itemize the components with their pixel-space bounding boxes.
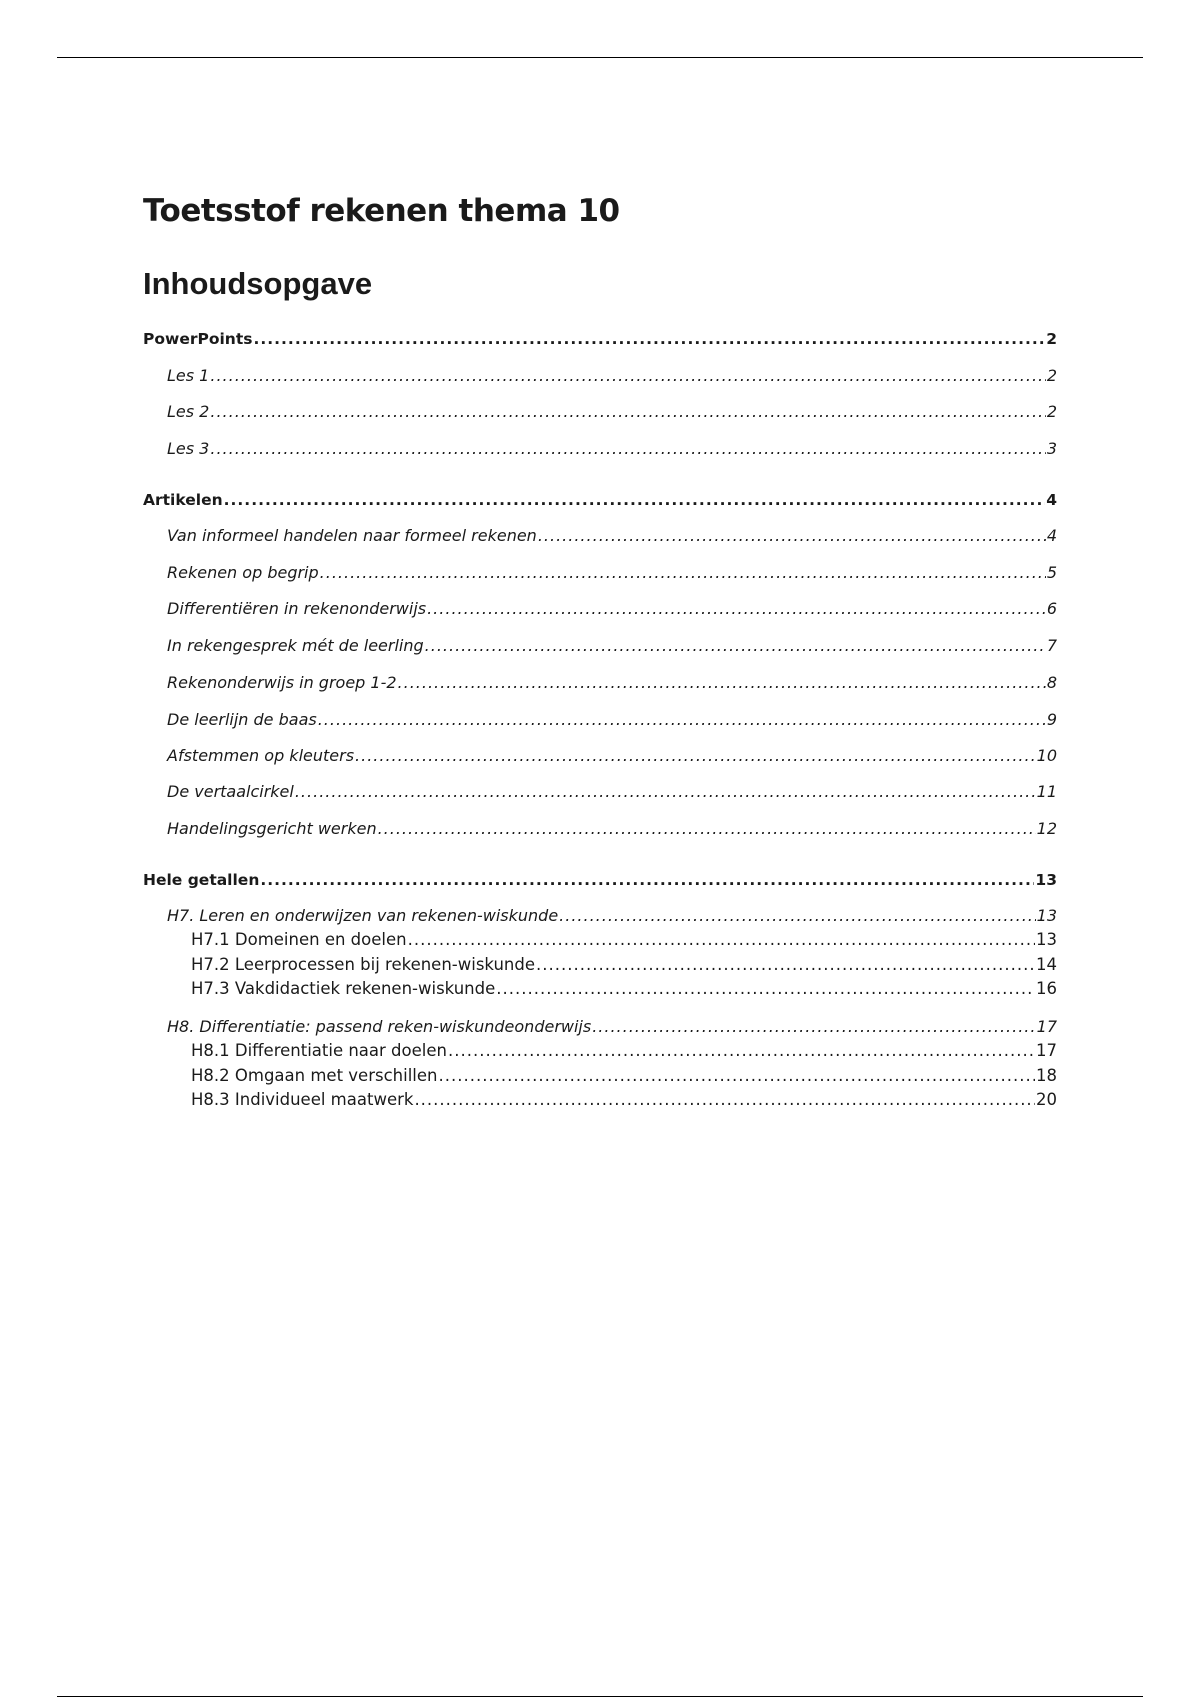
toc-entry-label: H8.3 Individueel maatwerk	[191, 1090, 414, 1109]
document-title: Toetsstof rekenen thema 10	[143, 193, 620, 229]
toc-heading: Inhoudsopgave	[143, 266, 373, 301]
toc-entry-page: 4	[1046, 526, 1057, 545]
toc-entry-page: 9	[1046, 710, 1057, 729]
toc-entry-label: PowerPoints	[143, 330, 253, 348]
dot-leader	[538, 525, 1046, 547]
dot-leader	[427, 598, 1046, 620]
toc-entry-page: 2	[1046, 366, 1057, 385]
toc-entry-page: 11	[1036, 782, 1057, 801]
toc-entry-label: H8.1 Differentiatie naar doelen	[191, 1041, 447, 1060]
toc-entry-page: 6	[1046, 599, 1057, 618]
toc-entry-label: Afstemmen op kleuters	[167, 746, 355, 765]
toc-entry-page: 16	[1036, 979, 1057, 998]
toc-entry-h7-3[interactable]	[143, 978, 1057, 1000]
dot-leader	[253, 328, 1045, 350]
dot-leader	[320, 562, 1046, 584]
toc-entry-vertaalcirkel[interactable]	[143, 781, 1057, 803]
toc-entry-label: H8. Differentiatie: passend reken-wiskundeonderwijs	[167, 1017, 592, 1036]
toc-entry-label: De vertaalcirkel	[167, 782, 294, 801]
dot-leader	[210, 365, 1045, 387]
toc-entry-page: 13	[1036, 930, 1057, 949]
toc-entry-label: Handelingsgericht werken	[167, 819, 377, 838]
toc-entry-label: Les 2	[167, 402, 210, 421]
toc-entry-h7[interactable]	[143, 905, 1057, 927]
toc-entry-page: 17	[1036, 1017, 1057, 1036]
toc-entry-handelingsgericht[interactable]	[143, 818, 1057, 840]
toc-entry-hele-getallen[interactable]	[143, 869, 1057, 891]
toc-entry-les-1[interactable]	[143, 365, 1057, 387]
dot-leader	[408, 929, 1035, 951]
dot-leader	[496, 978, 1035, 1000]
toc-entry-label: Differentiëren in rekenonderwijs	[167, 599, 427, 618]
dot-leader	[260, 869, 1034, 891]
footer-rule	[57, 1696, 1143, 1697]
toc-entry-page: 18	[1036, 1066, 1057, 1085]
toc-entry-page: 2	[1046, 402, 1057, 421]
toc-entry-rekenen-op-begrip[interactable]	[143, 562, 1057, 584]
toc-entry-page: 20	[1036, 1090, 1057, 1109]
toc-entry-artikelen[interactable]	[143, 489, 1057, 511]
dot-leader	[414, 1089, 1035, 1111]
toc-entry-page: 2	[1046, 330, 1057, 348]
toc-entry-label: Rekenonderwijs in groep 1-2	[167, 673, 397, 692]
toc-entry-page: 13	[1036, 906, 1057, 925]
toc-entry-page: 12	[1036, 819, 1057, 838]
toc-entry-page: 17	[1036, 1041, 1057, 1060]
toc-entry-informeel-formeel[interactable]	[143, 525, 1057, 547]
toc-entry-label: H7.1 Domeinen en doelen	[191, 930, 407, 949]
toc-entry-h8-2[interactable]	[143, 1065, 1057, 1087]
toc-entry-label: De leerlijn de baas	[167, 710, 317, 729]
toc-entry-label: Les 3	[167, 439, 210, 458]
toc-entry-label: H8.2 Omgaan met verschillen	[191, 1066, 438, 1085]
dot-leader	[210, 438, 1045, 460]
toc-entry-les-3[interactable]	[143, 438, 1057, 460]
toc-entry-powerpoints[interactable]	[143, 328, 1057, 350]
dot-leader	[355, 745, 1036, 767]
toc-entry-label: H7.3 Vakdidactiek rekenen-wiskunde	[191, 979, 496, 998]
toc-entry-rekengesprek[interactable]	[143, 635, 1057, 657]
toc-entry-label: H7.2 Leerprocessen bij rekenen-wiskunde	[191, 955, 536, 974]
toc-entry-label: Rekenen op begrip	[167, 563, 319, 582]
dot-leader	[438, 1065, 1035, 1087]
toc-entry-h8-3[interactable]	[143, 1089, 1057, 1111]
toc-entry-les-2[interactable]	[143, 401, 1057, 423]
dot-leader	[536, 954, 1035, 976]
toc-entry-h7-1[interactable]	[143, 929, 1057, 951]
dot-leader	[224, 489, 1046, 511]
dot-leader	[295, 781, 1036, 803]
toc-entry-page: 7	[1046, 636, 1057, 655]
dot-leader	[592, 1016, 1035, 1038]
toc-entry-label: H7. Leren en onderwijzen van rekenen-wiskunde	[167, 906, 559, 925]
toc-entry-page: 13	[1035, 871, 1057, 889]
toc-entry-label: Van informeel handelen naar formeel rekenen	[167, 526, 537, 545]
dot-leader	[378, 818, 1036, 840]
dot-leader	[398, 672, 1046, 694]
header-rule	[57, 57, 1143, 58]
toc-entry-label: Les 1	[167, 366, 210, 385]
toc-entry-label: In rekengesprek mét de leerling	[167, 636, 424, 655]
dot-leader	[448, 1040, 1035, 1062]
toc-entry-h8[interactable]	[143, 1016, 1057, 1038]
toc-entry-label: Hele getallen	[143, 871, 260, 889]
dot-leader	[559, 905, 1035, 927]
toc-entry-h8-1[interactable]	[143, 1040, 1057, 1062]
toc-entry-page: 4	[1046, 491, 1057, 509]
toc-entry-page: 14	[1036, 955, 1057, 974]
dot-leader	[210, 401, 1045, 423]
dot-leader	[318, 709, 1046, 731]
dot-leader	[425, 635, 1046, 657]
toc-entry-kleuters[interactable]	[143, 745, 1057, 767]
toc-entry-label: Artikelen	[143, 491, 223, 509]
toc-entry-page: 3	[1046, 439, 1057, 458]
toc-entry-differentieren[interactable]	[143, 598, 1057, 620]
toc-entry-h7-2[interactable]	[143, 954, 1057, 976]
toc-entry-page: 10	[1036, 746, 1057, 765]
toc-entry-page: 8	[1046, 673, 1057, 692]
toc-entry-page: 5	[1046, 563, 1057, 582]
toc-entry-groep-1-2[interactable]	[143, 672, 1057, 694]
toc-entry-leerlijn[interactable]	[143, 709, 1057, 731]
